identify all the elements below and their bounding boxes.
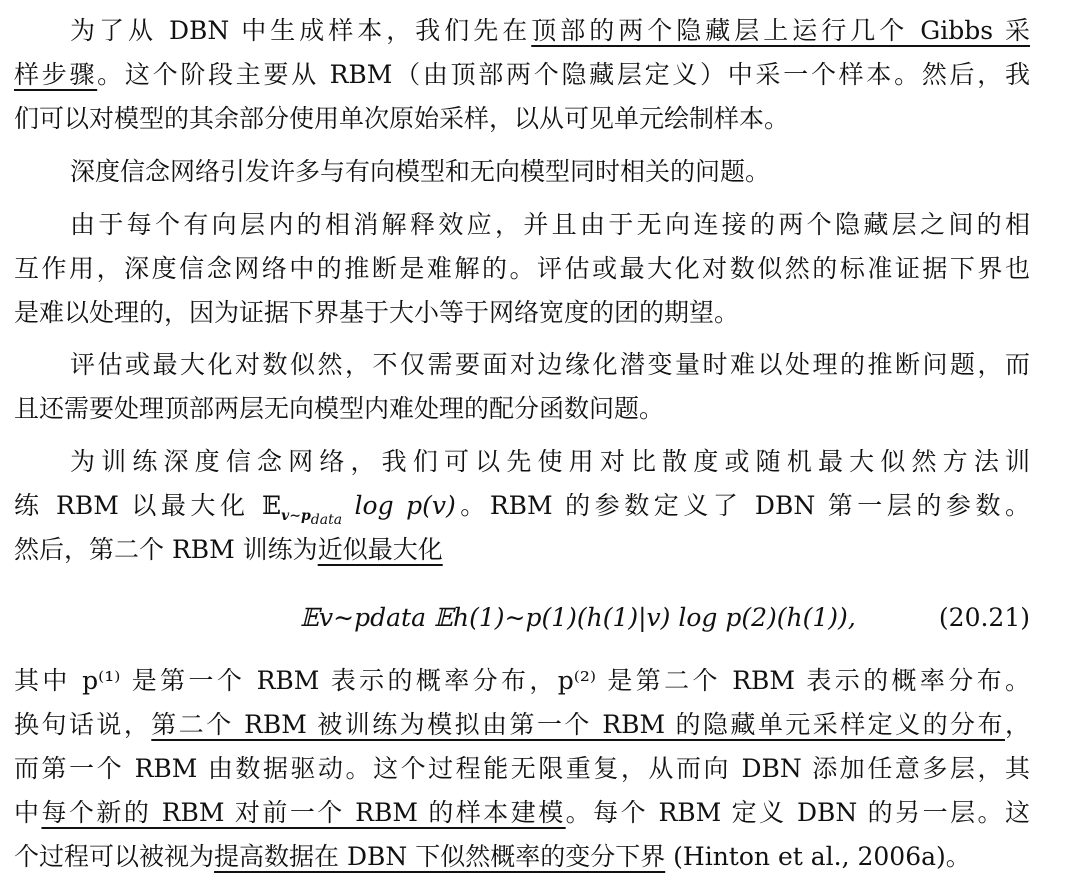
p6-underlined-text-2: 每个新的 RBM 对前一个 RBM 的样本建模 — [41, 798, 566, 827]
p2-line-1: 深度信念网络引发许多与有向模型和无向模型同时相关的问题。 — [70, 157, 771, 186]
p5-text-line3: 然后，第二个 RBM 训练为 — [14, 535, 318, 564]
p1-text: 为了从 DBN 中生成样本，我们先在 — [70, 16, 532, 45]
p5-text: 练 RBM 以最大化 — [14, 491, 263, 520]
p6-line-5: 个过程可以被视为提高数据在 DBN 下似然概率的变分下界 (Hinton et al., 2006a)。 — [14, 842, 971, 871]
p6-text: 换句话说， — [14, 710, 152, 739]
p1-line-3: 们可以对模型的其余部分使用单次原始采样，以从可见单元绘制样本。 — [14, 104, 790, 133]
p3-line-3: 是难以处理的，因为证据下界基于大小等于网络宽度的团的期望。 — [14, 298, 740, 327]
p6-underlined-text-1: 第二个 RBM 被训练为模拟由第一个 RBM 的隐藏单元采样定义的分布 — [151, 710, 1005, 739]
p1-underlined-text-cont: 样步骤 — [14, 60, 98, 89]
p5-line-3 — [14, 533, 1030, 567]
equation-formula: 𝔼v∼pdata 𝔼h(1)∼p(1)(h(1)|v) log p(2)(h(1)), — [300, 603, 856, 632]
p6-line-2: 换句话说，第二个 RBM 被训练为模拟由第一个 RBM 的隐藏单元采样定义的分布， — [14, 710, 1030, 739]
citation: (Hinton et al., 2006a)。 — [665, 842, 971, 871]
p4-line-2: 且还需要处理顶部两层无向模型内难处理的配分函数问题。 — [14, 394, 665, 423]
equation-number: (20.21) — [938, 603, 1030, 632]
p5-line-2 — [14, 489, 1031, 528]
p5-underlined-text: 近似最大化 — [317, 535, 443, 564]
p6-line-1: 其中 p⁽¹⁾ 是第一个 RBM 表示的概率分布，p⁽²⁾ 是第二个 RBM 表示的概率分布。 — [14, 666, 1030, 695]
expectation-formula: 𝔼$_{v\sim p_{data}}$ log p(v) — [262, 491, 456, 528]
p3-line-2: 互作用，深度信念网络中的推断是难解的。评估或最大化对数似然的标准证据下界也 — [14, 254, 1030, 283]
p1-underlined-text: 顶部的两个隐藏层上运行几个 Gibbs 采 — [531, 16, 1031, 45]
p1-line-1 — [14, 14, 1030, 48]
p3-line-1: 由于每个有向层内的相消解释效应，并且由于无向连接的两个隐藏层之间的相 — [70, 210, 1030, 239]
p1-line-2 — [14, 58, 1030, 92]
p6-underlined-text-3: 提高数据在 DBN 下似然概率的变分下界 — [214, 842, 666, 871]
p6-line-4: 中每个新的 RBM 对前一个 RBM 的样本建模。每个 RBM 定义 DBN 的另一层。这 — [14, 798, 1030, 827]
p6-line-3: 而第一个 RBM 由数据驱动。这个过程能无限重复，从而向 DBN 添加任意多层，其 — [14, 754, 1030, 783]
p4-line-1: 评估或最大化对数似然，不仅需要面对边缘化潜变量时难以处理的推断问题，而 — [70, 350, 1030, 379]
p5-line-1: 为训练深度信念网络，我们可以先使用对比散度或随机最大似然方法训 — [70, 447, 1030, 476]
p1-text-cont: 。这个阶段主要从 RBM（由顶部两个隐藏层定义）中采一个样本。然后，我 — [97, 60, 1030, 89]
display-equation — [14, 598, 1030, 638]
p5-text-cont: 。RBM 的参数定义了 DBN 第一层的参数。 — [455, 491, 1031, 520]
